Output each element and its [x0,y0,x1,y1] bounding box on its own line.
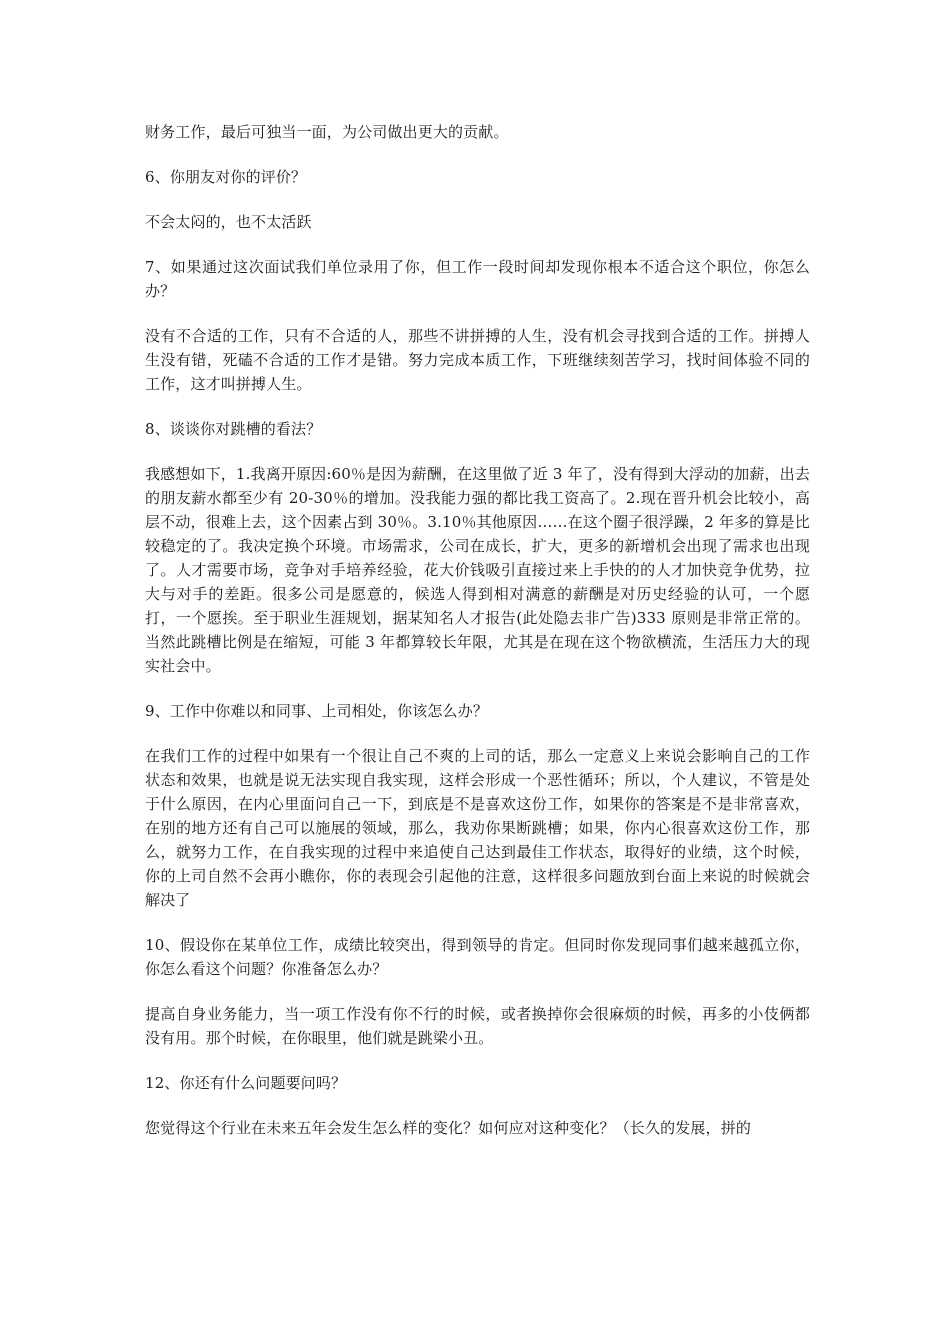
answer-12-head: 您觉得这个行业在未来五年会发生怎么样的变化？如何应对这种变化？（长久的发展，拼的 [145,1119,752,1137]
document-page [145,120,810,1140]
answer-6: 不会太闷的，也不太活跃 [145,213,312,231]
question-8: 8、谈谈你对跳槽的看法？ [145,420,322,438]
question-9: 9、工作中你难以和同事、上司相处，你该怎么办？ [145,702,488,720]
question-10: 10、假设你在某单位工作，成绩比较突出，得到领导的肯定。但同时你发现同事们越来越孤立你，你怎么看这个问题？你准备怎么办？ [145,936,810,978]
answer-10: 提高自身业务能力，当一项工作没有你不行的时候，或者换掉你会很麻烦的时候，再多的小伎俩都没有用。那个时候，在你眼里，他们就是跳梁小丑。 [145,1005,810,1047]
answer-5-tail: 财务工作，最后可独当一面，为公司做出更大的贡献。 [145,123,509,141]
question-6: 6、你朋友对你的评价？ [145,168,307,186]
answer-8: 我感想如下，1.我离开原因:60％是因为薪酬，在这里做了近 3 年了，没有得到大浮动的加薪，出去的朋友薪水都至少有 20-30％的增加。没我能力强的都比我工资高了。2.现在晋升机会比较小，高层不动，很难上去，这个因素占到 30％。3.10％其他原因……在这个圈子很浮躁，2 年多的算是比较稳定的了。我决定换个环境。市场需求，公司在成长，扩大，更多的新增机会出现了需求也出现了。人才需要市场，竞争对手培养经验，花大价钱吸引直接过来上手快的的人才加快竞争优势，拉大与对手的差距。很多公司是愿意的，候选人得到相对满意的薪酬是对历史经验的认可，一个愿打，一个愿挨。至于职业生涯规划，据某知名人才报告(此处隐去非广告)333 原则是非常正常的。当然此跳槽比例是在缩短，可能 3 年都算较长年限，尤其是在现在这个物欲横流，生活压力大的现实社会中。 [145,465,810,675]
answer-9: 在我们工作的过程中如果有一个很让自己不爽的上司的话，那么一定意义上来说会影响自己的工作状态和效果，也就是说无法实现自我实现，这样会形成一个恶性循环；所以，个人建议，不管是处于什么原因，在内心里面问自己一下，到底是不是喜欢这份工作，如果你的答案是不是非常喜欢，在别的地方还有自己可以施展的领域，那么，我劝你果断跳槽；如果，你内心很喜欢这份工作，那么，就努力工作，在自我实现的过程中来追使自己达到最佳工作状态，取得好的业绩，这个时候，你的上司自然不会再小瞧你，你的表现会引起他的注意，这样很多问题放到台面上来说的时候就会解决了 [145,747,810,909]
question-12: 12、你还有什么问题要问吗？ [145,1074,347,1092]
answer-7: 没有不合适的工作，只有不合适的人，那些不讲拼搏的人生，没有机会寻找到合适的工作。拼搏人生没有错，死磕不合适的工作才是错。努力完成本质工作，下班继续刻苦学习，找时间体验不同的工作，这才叫拼搏人生。 [145,327,810,393]
question-7: 7、如果通过这次面试我们单位录用了你，但工作一段时间却发现你根本不适合这个职位，你怎么办？ [145,258,810,300]
